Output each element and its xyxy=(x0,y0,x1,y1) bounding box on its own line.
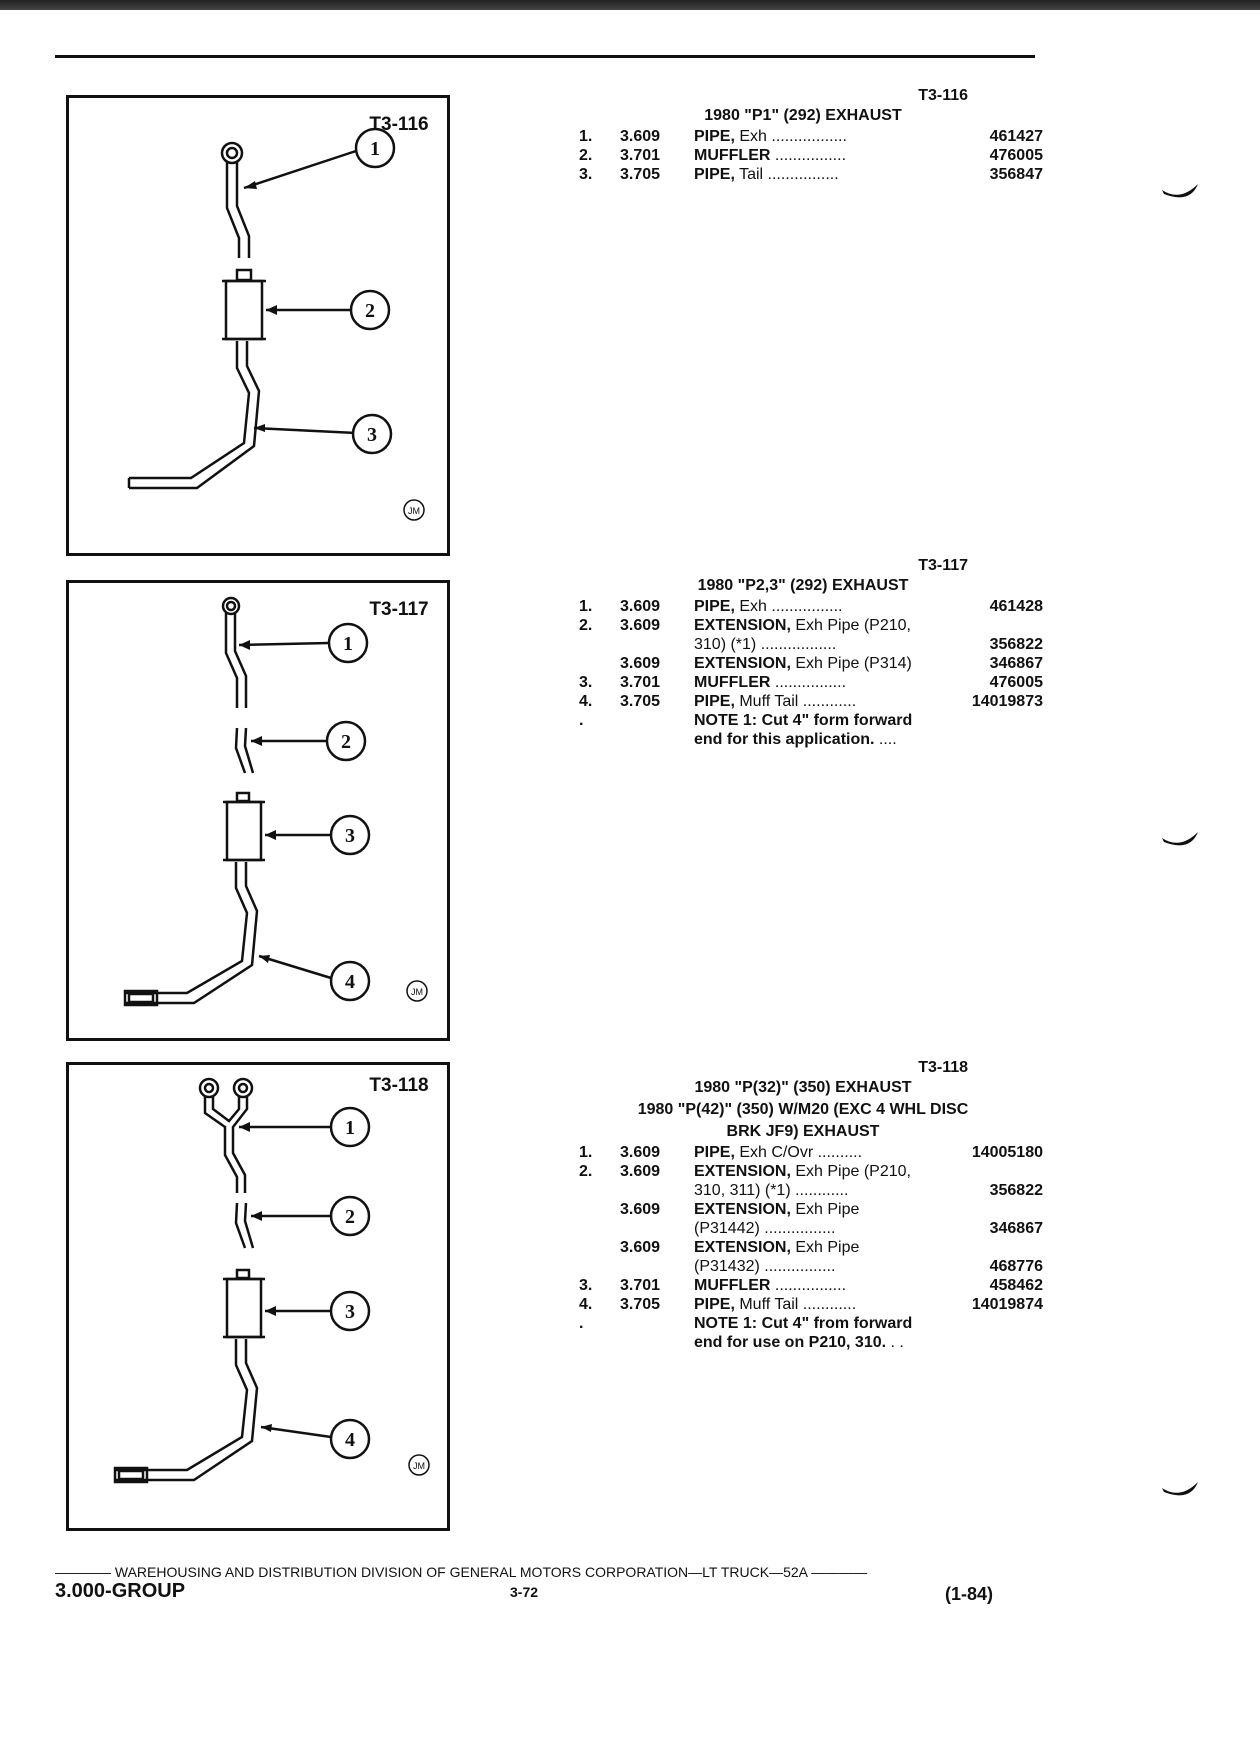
parts-section-t3-117 xyxy=(563,556,1043,749)
part-number: 356822 xyxy=(989,636,1043,653)
part-name: PIPE, xyxy=(694,166,735,183)
callout-1: 1 xyxy=(343,633,353,655)
part-detail: Exh Pipe (P210, xyxy=(790,617,911,634)
parts-row xyxy=(563,692,1043,711)
parts-row xyxy=(563,730,1043,749)
part-number: 14005180 xyxy=(971,1144,1043,1161)
footer-publisher-line: ———— WAREHOUSING AND DISTRIBUTION DIVISION OF GENERAL MOTORS CORPORATION—LT TRUCK—52A ———— xyxy=(55,1564,868,1580)
group-code: 3.705 xyxy=(620,166,661,183)
part-description xyxy=(694,1162,934,1181)
callout-3: 3 xyxy=(345,1301,355,1323)
dot-leader: ............ xyxy=(798,693,857,710)
part-detail: Exh C/Ovr xyxy=(734,1144,814,1161)
callout-1: 1 xyxy=(370,138,380,160)
section-id: T3-117 xyxy=(918,557,968,574)
part-detail: (P31432) xyxy=(694,1258,760,1275)
group-code: 3.609 xyxy=(620,1201,661,1218)
part-number: 476005 xyxy=(989,147,1043,164)
part-description xyxy=(694,1257,934,1276)
part-description xyxy=(694,654,934,673)
parts-row xyxy=(563,127,1043,146)
part-number: 476005 xyxy=(989,674,1043,691)
artist-stamp: JM xyxy=(413,1461,425,1471)
group-code: 3.609 xyxy=(620,598,661,615)
item-number: 3. xyxy=(579,166,593,183)
dot-leader: ................ xyxy=(770,674,847,691)
section-title: BRK JF9) EXHAUST xyxy=(726,1123,880,1140)
group-code: 3.705 xyxy=(620,1296,661,1313)
group-code: 3.701 xyxy=(620,147,661,164)
part-name: PIPE, xyxy=(694,693,735,710)
callout-2: 2 xyxy=(365,300,375,322)
part-name: NOTE 1: Cut 4" from forward xyxy=(694,1315,913,1332)
binder-hole-mark xyxy=(1160,1480,1200,1504)
dot-leader: ................. xyxy=(756,636,837,653)
parts-row xyxy=(563,1238,1043,1257)
dot-leader: ................ xyxy=(763,166,839,183)
group-code: 3.609 xyxy=(620,1163,661,1180)
part-description xyxy=(694,1333,934,1352)
part-description xyxy=(694,127,934,146)
parts-row xyxy=(563,1295,1043,1314)
item-number: 1. xyxy=(579,598,593,615)
part-description xyxy=(694,730,934,749)
part-name: end for this application. xyxy=(694,731,875,748)
parts-row xyxy=(563,146,1043,165)
part-description xyxy=(694,165,934,184)
part-number: 356822 xyxy=(989,1182,1043,1199)
part-detail: Tail xyxy=(734,166,764,183)
artist-stamp: JM xyxy=(411,987,423,997)
section-title: 1980 "P2,3" (292) EXHAUST xyxy=(697,577,909,594)
part-description xyxy=(694,1181,934,1200)
parts-row xyxy=(563,1333,1043,1352)
dot-leader: ................ xyxy=(770,147,847,164)
dot-leader: ................ xyxy=(770,1277,847,1294)
callout-1: 1 xyxy=(345,1117,355,1139)
group-code: 3.701 xyxy=(620,674,661,691)
part-number: 14019873 xyxy=(971,693,1043,710)
part-description xyxy=(694,1200,934,1219)
dot-leader: ................. xyxy=(766,128,847,145)
part-number: 346867 xyxy=(989,1220,1043,1237)
item-number: 4. xyxy=(579,1296,593,1313)
parts-row xyxy=(563,165,1043,184)
group-code: 3.609 xyxy=(620,1144,661,1161)
dot-leader: ................ xyxy=(759,1258,836,1275)
figure-label: T3-118 xyxy=(369,1075,429,1096)
part-name: NOTE 1: Cut 4" form forward xyxy=(694,712,913,729)
parts-section-t3-116 xyxy=(563,86,1043,184)
part-description xyxy=(694,1219,934,1238)
callout-4: 4 xyxy=(345,1429,355,1451)
part-name: MUFFLER xyxy=(694,674,771,691)
binder-hole-mark xyxy=(1160,830,1200,854)
part-name: EXTENSION, xyxy=(694,1239,791,1256)
part-name: PIPE, xyxy=(694,1296,735,1313)
section-id: T3-118 xyxy=(918,1059,968,1076)
parts-row xyxy=(563,1181,1043,1200)
item-number: 2. xyxy=(579,1163,593,1180)
item-number: 3. xyxy=(579,1277,593,1294)
parts-row xyxy=(563,673,1043,692)
group-code: 3.609 xyxy=(620,1239,661,1256)
parts-row xyxy=(563,1143,1043,1162)
part-description xyxy=(694,1314,934,1333)
header-rule xyxy=(55,55,1035,58)
item-number: 4. xyxy=(579,693,593,710)
part-detail: Exh xyxy=(734,598,767,615)
item-number: . xyxy=(579,1315,584,1332)
part-number: 14019874 xyxy=(971,1296,1043,1313)
dot-leader: .......... xyxy=(813,1144,863,1161)
part-description xyxy=(694,635,934,654)
parts-row xyxy=(563,1257,1043,1276)
part-description xyxy=(694,692,934,711)
dot-leader: .... xyxy=(874,731,897,748)
artist-stamp: JM xyxy=(408,506,420,516)
part-name: PIPE, xyxy=(694,1144,735,1161)
part-description xyxy=(694,1276,934,1295)
parts-row xyxy=(563,597,1043,616)
footer-page-number: 3-72 xyxy=(510,1584,539,1600)
part-number: 458462 xyxy=(989,1277,1043,1294)
section-title: 1980 "P1" (292) EXHAUST xyxy=(704,107,902,124)
parts-row xyxy=(563,1200,1043,1219)
part-description xyxy=(694,1143,934,1162)
group-code: 3.701 xyxy=(620,1277,661,1294)
parts-row xyxy=(563,1314,1043,1333)
dot-leader: ................ xyxy=(766,598,843,615)
part-number: 461427 xyxy=(989,128,1043,145)
part-name: end for use on P210, 310. xyxy=(694,1334,887,1351)
dot-leader: ................ xyxy=(759,1220,836,1237)
parts-row xyxy=(563,616,1043,635)
part-name: EXTENSION, xyxy=(694,1163,791,1180)
item-number: 1. xyxy=(579,128,593,145)
figure-t3-117 xyxy=(66,580,450,1041)
part-detail: (P31442) xyxy=(694,1220,760,1237)
part-description xyxy=(694,673,934,692)
figure-label: T3-116 xyxy=(369,114,429,135)
part-detail: Exh Pipe (P314) xyxy=(790,655,912,672)
parts-row xyxy=(563,1276,1043,1295)
part-detail: Exh Pipe xyxy=(790,1239,860,1256)
item-number: . xyxy=(579,712,584,729)
part-description xyxy=(694,146,934,165)
dot-leader: ............ xyxy=(798,1296,857,1313)
part-description xyxy=(694,616,934,635)
exhaust-diagram-2 xyxy=(69,583,447,1038)
part-name: EXTENSION, xyxy=(694,1201,791,1218)
callout-3: 3 xyxy=(367,424,377,446)
footer-date: (1-84) xyxy=(945,1584,994,1604)
parts-row xyxy=(563,711,1043,730)
part-detail: 310, 311) (*1) xyxy=(694,1182,791,1199)
group-code: 3.609 xyxy=(620,655,661,672)
part-description xyxy=(694,1295,934,1314)
group-code: 3.609 xyxy=(620,617,661,634)
part-name: PIPE, xyxy=(694,598,735,615)
callout-2: 2 xyxy=(345,1206,355,1228)
item-number: 2. xyxy=(579,147,593,164)
exhaust-diagram-1 xyxy=(69,98,447,553)
section-title: 1980 "P(32)" (350) EXHAUST xyxy=(694,1079,912,1096)
part-description xyxy=(694,597,934,616)
scan-edge xyxy=(0,0,1260,10)
parts-section-t3-118 xyxy=(563,1058,1043,1352)
parts-row xyxy=(563,635,1043,654)
part-number: 468776 xyxy=(989,1258,1043,1275)
figure-label: T3-117 xyxy=(369,599,429,620)
dot-leader: . . xyxy=(886,1334,904,1351)
section-id: T3-116 xyxy=(918,87,968,104)
part-number: 461428 xyxy=(989,598,1043,615)
part-name: MUFFLER xyxy=(694,147,771,164)
parts-row xyxy=(563,654,1043,673)
callout-4: 4 xyxy=(345,971,355,993)
part-detail: Exh Pipe xyxy=(790,1201,860,1218)
part-detail: Muff Tail xyxy=(734,1296,799,1313)
part-detail: Muff Tail xyxy=(734,693,799,710)
part-description xyxy=(694,1238,934,1257)
exhaust-diagram-3 xyxy=(69,1065,447,1528)
binder-hole-mark xyxy=(1160,182,1200,206)
group-code: 3.705 xyxy=(620,693,661,710)
item-number: 2. xyxy=(579,617,593,634)
part-number: 346867 xyxy=(989,655,1043,672)
callout-3: 3 xyxy=(345,825,355,847)
parts-row xyxy=(563,1219,1043,1238)
part-name: MUFFLER xyxy=(694,1277,771,1294)
part-description xyxy=(694,711,934,730)
figure-t3-118 xyxy=(66,1062,450,1531)
group-code: 3.609 xyxy=(620,128,661,145)
part-detail: 310) (*1) xyxy=(694,636,757,653)
part-detail: Exh Pipe (P210, xyxy=(790,1163,911,1180)
part-name: EXTENSION, xyxy=(694,617,791,634)
callout-2: 2 xyxy=(341,731,351,753)
part-name: PIPE, xyxy=(694,128,735,145)
parts-row xyxy=(563,1162,1043,1181)
figure-t3-116 xyxy=(66,95,450,556)
item-number: 3. xyxy=(579,674,593,691)
dot-leader: ............ xyxy=(790,1182,849,1199)
part-number: 356847 xyxy=(989,166,1043,183)
part-name: EXTENSION, xyxy=(694,655,791,672)
section-title: 1980 "P(42)" (350) W/M20 (EXC 4 WHL DISC xyxy=(637,1101,969,1118)
part-detail: Exh xyxy=(734,128,767,145)
item-number: 1. xyxy=(579,1144,593,1161)
footer-group: 3.000-GROUP xyxy=(55,1580,186,1602)
